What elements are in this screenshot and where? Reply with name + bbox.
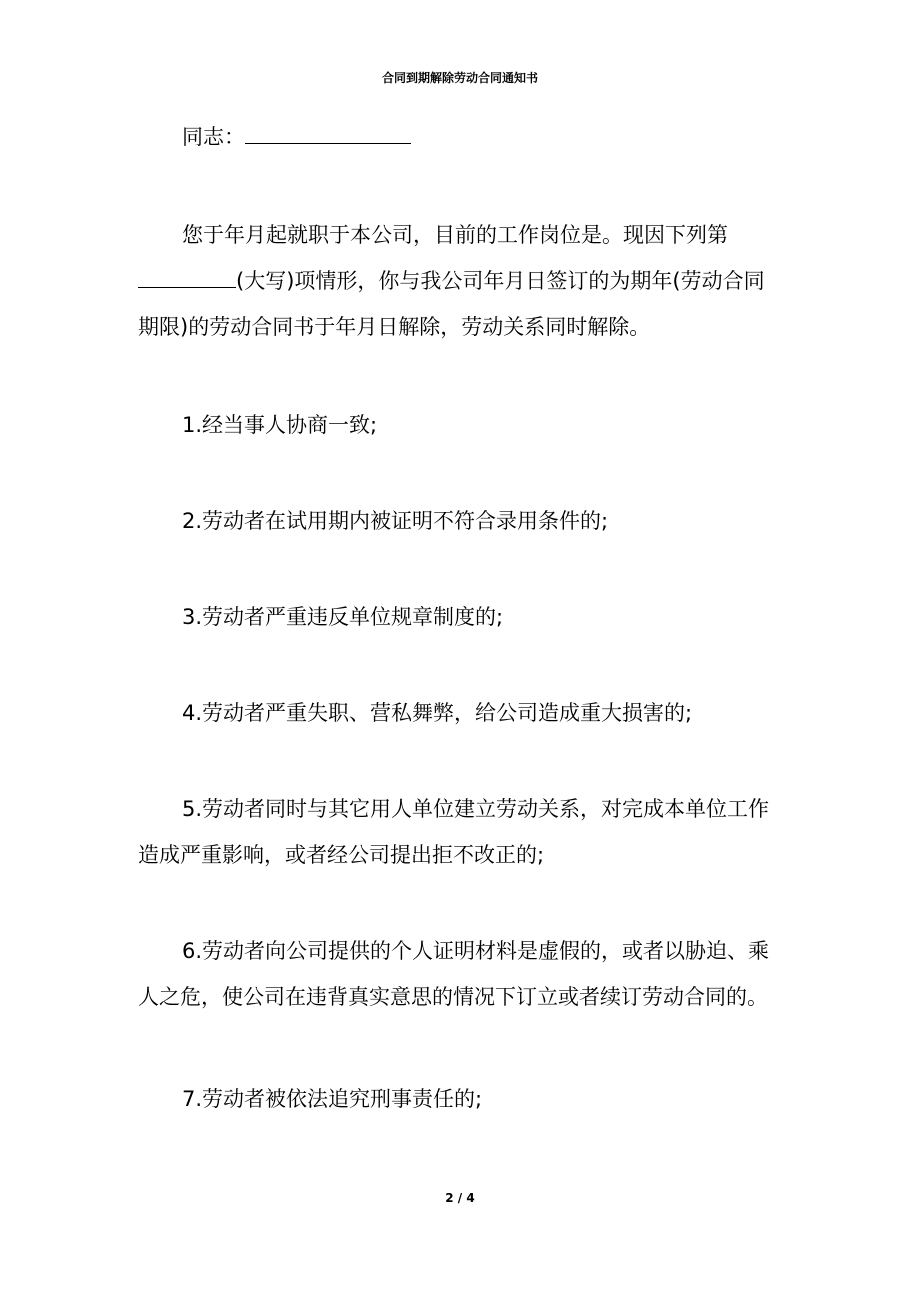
document-header-title: 合同到期解除劳动合同通知书 [381, 71, 538, 85]
list-item: 7.劳动者被依法追究刑事责任的; [182, 1087, 483, 1111]
item-number-blank [138, 263, 236, 288]
list-item: 5.劳动者同时与其它用人单位建立劳动关系，对完成本单位工作造成严重影响，或者经公司提出拒不改正的; [138, 797, 770, 867]
intro-part-2: (大写)项情形，你与我公司年月日签订的为期年(劳动合同期限)的劳动合同书于年月日解除，劳动关系同时解除。 [138, 269, 765, 339]
list-item: 2.劳动者在试用期内被证明不符合录用条件的; [182, 509, 609, 533]
list-item: 6.劳动者向公司提供的个人证明材料是虚假的，或者以胁迫、乘人之危，使公司在违背真实意思的情况下订立或者续订劳动合同的。 [138, 939, 770, 1009]
list-item: 1.经当事人协商一致; [182, 413, 378, 437]
salutation-line [138, 114, 784, 160]
list-item: 3.劳动者严重违反单位规章制度的; [182, 605, 504, 629]
intro-part-1: 您于年月起就职于本公司，目前的工作岗位是。现因下列第 [182, 223, 728, 247]
list-item: 4.劳动者严重失职、营私舞弊，给公司造成重大损害的; [182, 701, 693, 725]
page-number: 2 / 4 [445, 1191, 475, 1205]
name-blank [245, 119, 411, 144]
intro-paragraph [138, 212, 784, 350]
salutation-label: 同志： [182, 125, 245, 149]
